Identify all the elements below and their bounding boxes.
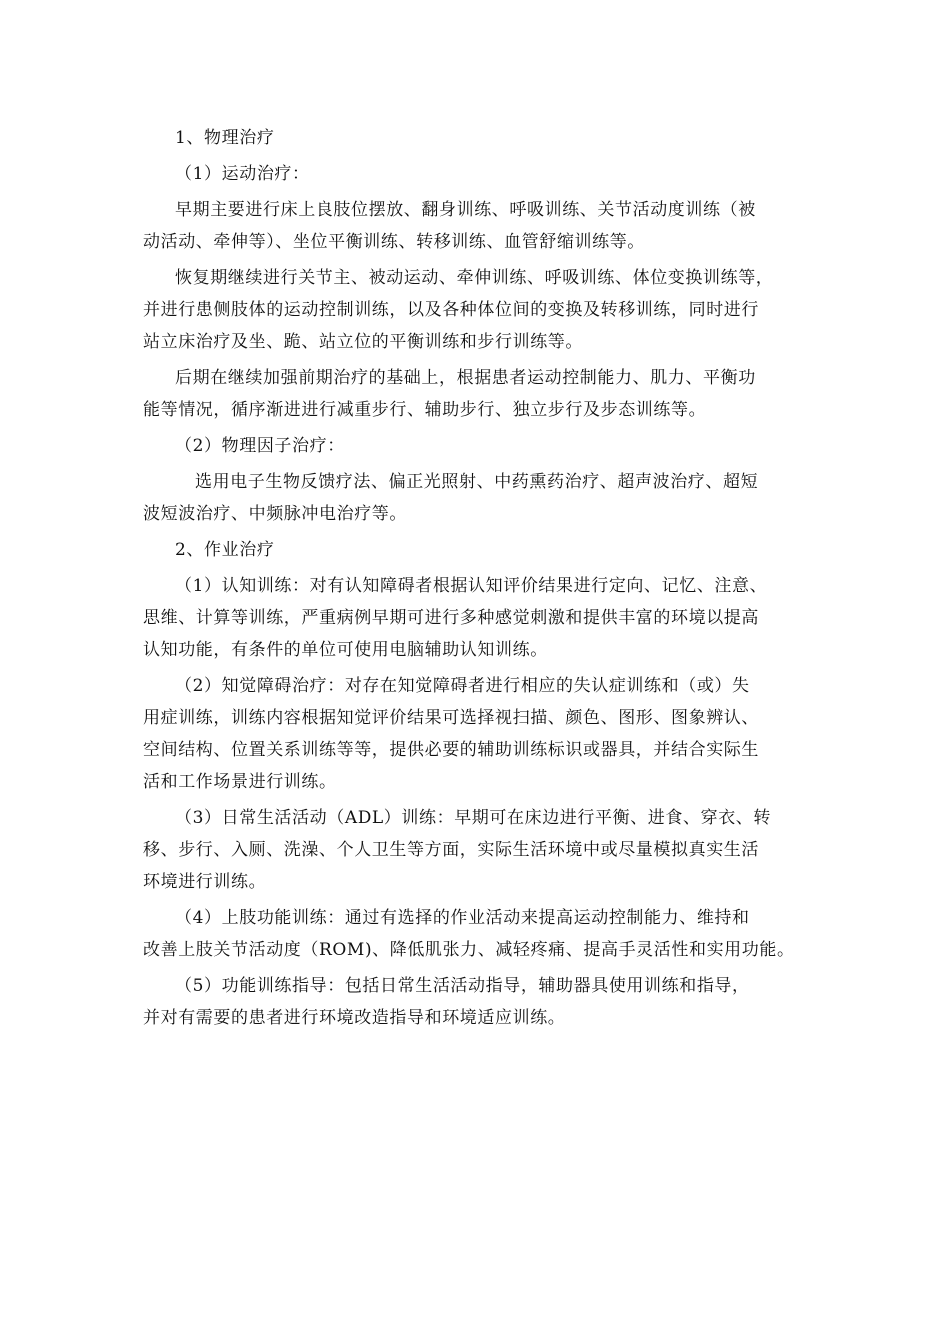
- paragraph-line: 空间结构、位置关系训练等等，提供必要的辅助训练标识或器具，并结合实际生: [143, 740, 759, 760]
- paragraph-line: 环境进行训练。: [143, 872, 267, 892]
- paragraph-line: 恢复期继续进行关节主、被动运动、牵伸训练、呼吸训练、体位变换训练等，: [175, 268, 774, 288]
- subheading-physical-factor-therapy: （2）物理因子治疗：: [175, 436, 345, 456]
- paragraph-line: 并进行患侧肢体的运动控制训练，以及各种体位间的变换及转移训练，同时进行: [143, 300, 759, 320]
- paragraph-line: 站立床治疗及坐、跪、站立位的平衡训练和步行训练等。: [143, 332, 583, 352]
- document-body: [143, 126, 813, 1030]
- paragraph-line: 动活动、牵伸等）、坐位平衡训练、转移训练、血管舒缩训练等。: [143, 232, 645, 252]
- paragraph-line: 移、步行、入厕、洗澡、个人卫生等方面，实际生活环境中或尽量模拟真实生活: [143, 840, 759, 860]
- paragraph-line: 用症训练，训练内容根据知觉评价结果可选择视扫描、颜色、图形、图象辨认、: [143, 708, 759, 728]
- paragraph-line: 并对有需要的患者进行环境改造指导和环境适应训练。: [143, 1008, 566, 1028]
- paragraph-line: （4）上肢功能训练：通过有选择的作业活动来提高运动控制能力、维持和: [175, 908, 750, 928]
- paragraph-line: 改善上肢关节活动度（ROM)、降低肌张力、减轻疼痛、提高手灵活性和实用功能。: [143, 940, 795, 960]
- paragraph-line: 选用电子生物反馈疗法、偏正光照射、中药熏药治疗、超声波治疗、超短: [195, 472, 759, 492]
- paragraph-line: 活和工作场景进行训练。: [143, 772, 337, 792]
- paragraph-line: （5）功能训练指导：包括日常生活活动指导，辅助器具使用训练和指导，: [175, 976, 750, 996]
- paragraph-line: 认知功能，有条件的单位可使用电脑辅助认知训练。: [143, 640, 548, 660]
- subheading-exercise-therapy: （1）运动治疗：: [175, 164, 310, 184]
- paragraph-line: （2）知觉障碍治疗：对存在知觉障碍者进行相应的失认症训练和（或）失: [175, 676, 750, 696]
- paragraph-line: 波短波治疗、中频脉冲电治疗等。: [143, 504, 407, 524]
- heading-physical-therapy: 1、物理治疗: [175, 128, 275, 148]
- paragraph-line: （1）认知训练：对有认知障碍者根据认知评价结果进行定向、记忆、注意、: [175, 576, 768, 596]
- heading-occupational-therapy: 2、作业治疗: [175, 540, 275, 560]
- paragraph-line: 后期在继续加强前期治疗的基础上，根据患者运动控制能力、肌力、平衡功: [175, 368, 756, 388]
- paragraph-line: 早期主要进行床上良肢位摆放、翻身训练、呼吸训练、关节活动度训练（被: [175, 200, 756, 220]
- paragraph-line: （3）日常生活活动（ADL）训练：早期可在床边进行平衡、进食、穿衣、转: [175, 808, 772, 828]
- paragraph-line: 思维、计算等训练，严重病例早期可进行多种感觉刺激和提供丰富的环境以提高: [143, 608, 759, 628]
- paragraph-line: 能等情况，循序渐进进行减重步行、辅助步行、独立步行及步态训练等。: [143, 400, 707, 420]
